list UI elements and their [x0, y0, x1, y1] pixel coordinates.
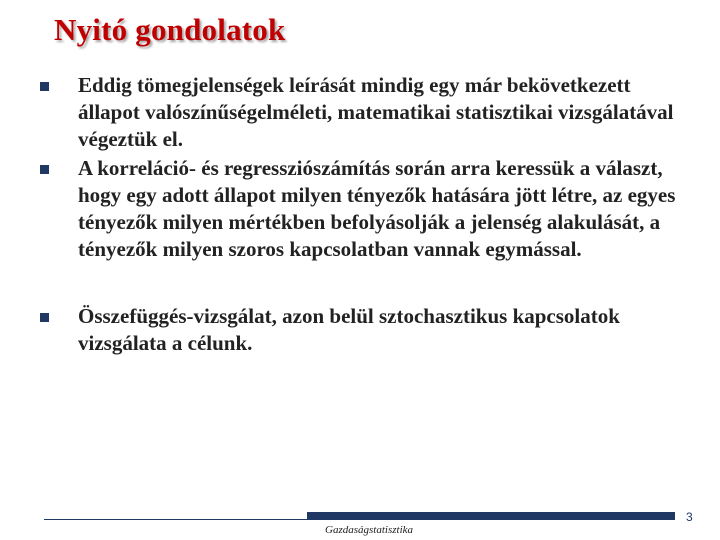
square-bullet-icon: [40, 165, 49, 174]
bullet-list: [40, 72, 680, 357]
square-bullet-icon: [40, 313, 49, 322]
bullet-item: [40, 72, 680, 153]
bullet-item: [40, 155, 680, 303]
square-bullet-icon: [40, 82, 49, 91]
bullet-text: Eddig tömegjelenségek leírását mindig egy már bekövetkezett állapot valószínűségelméleti, matematikai statisztikai vizsgálatával végeztük el.: [78, 73, 674, 151]
footer-divider-line: [44, 519, 307, 520]
bullet-text: Összefüggés-vizsgálat, azon belül sztochasztikus kapcsolatok vizsgálata a célunk.: [78, 304, 620, 355]
bullet-text: A korreláció- és regressziószámítás során arra keressük a választ, hogy egy adott állapot milyen tényezők hatására jött létre, az egyes tényezők milyen mértékben befolyásolják a jelenség alakulását, a tényezők milyen szoros kapcsolatban vannak egymással.: [78, 156, 676, 261]
footer-bar: [307, 512, 675, 520]
bullet-item: [40, 303, 680, 357]
footer-label: Gazdaságstatisztika: [325, 524, 414, 536]
slide-title: Nyitó gondolatok: [54, 12, 286, 47]
page-number: 3: [686, 510, 693, 524]
